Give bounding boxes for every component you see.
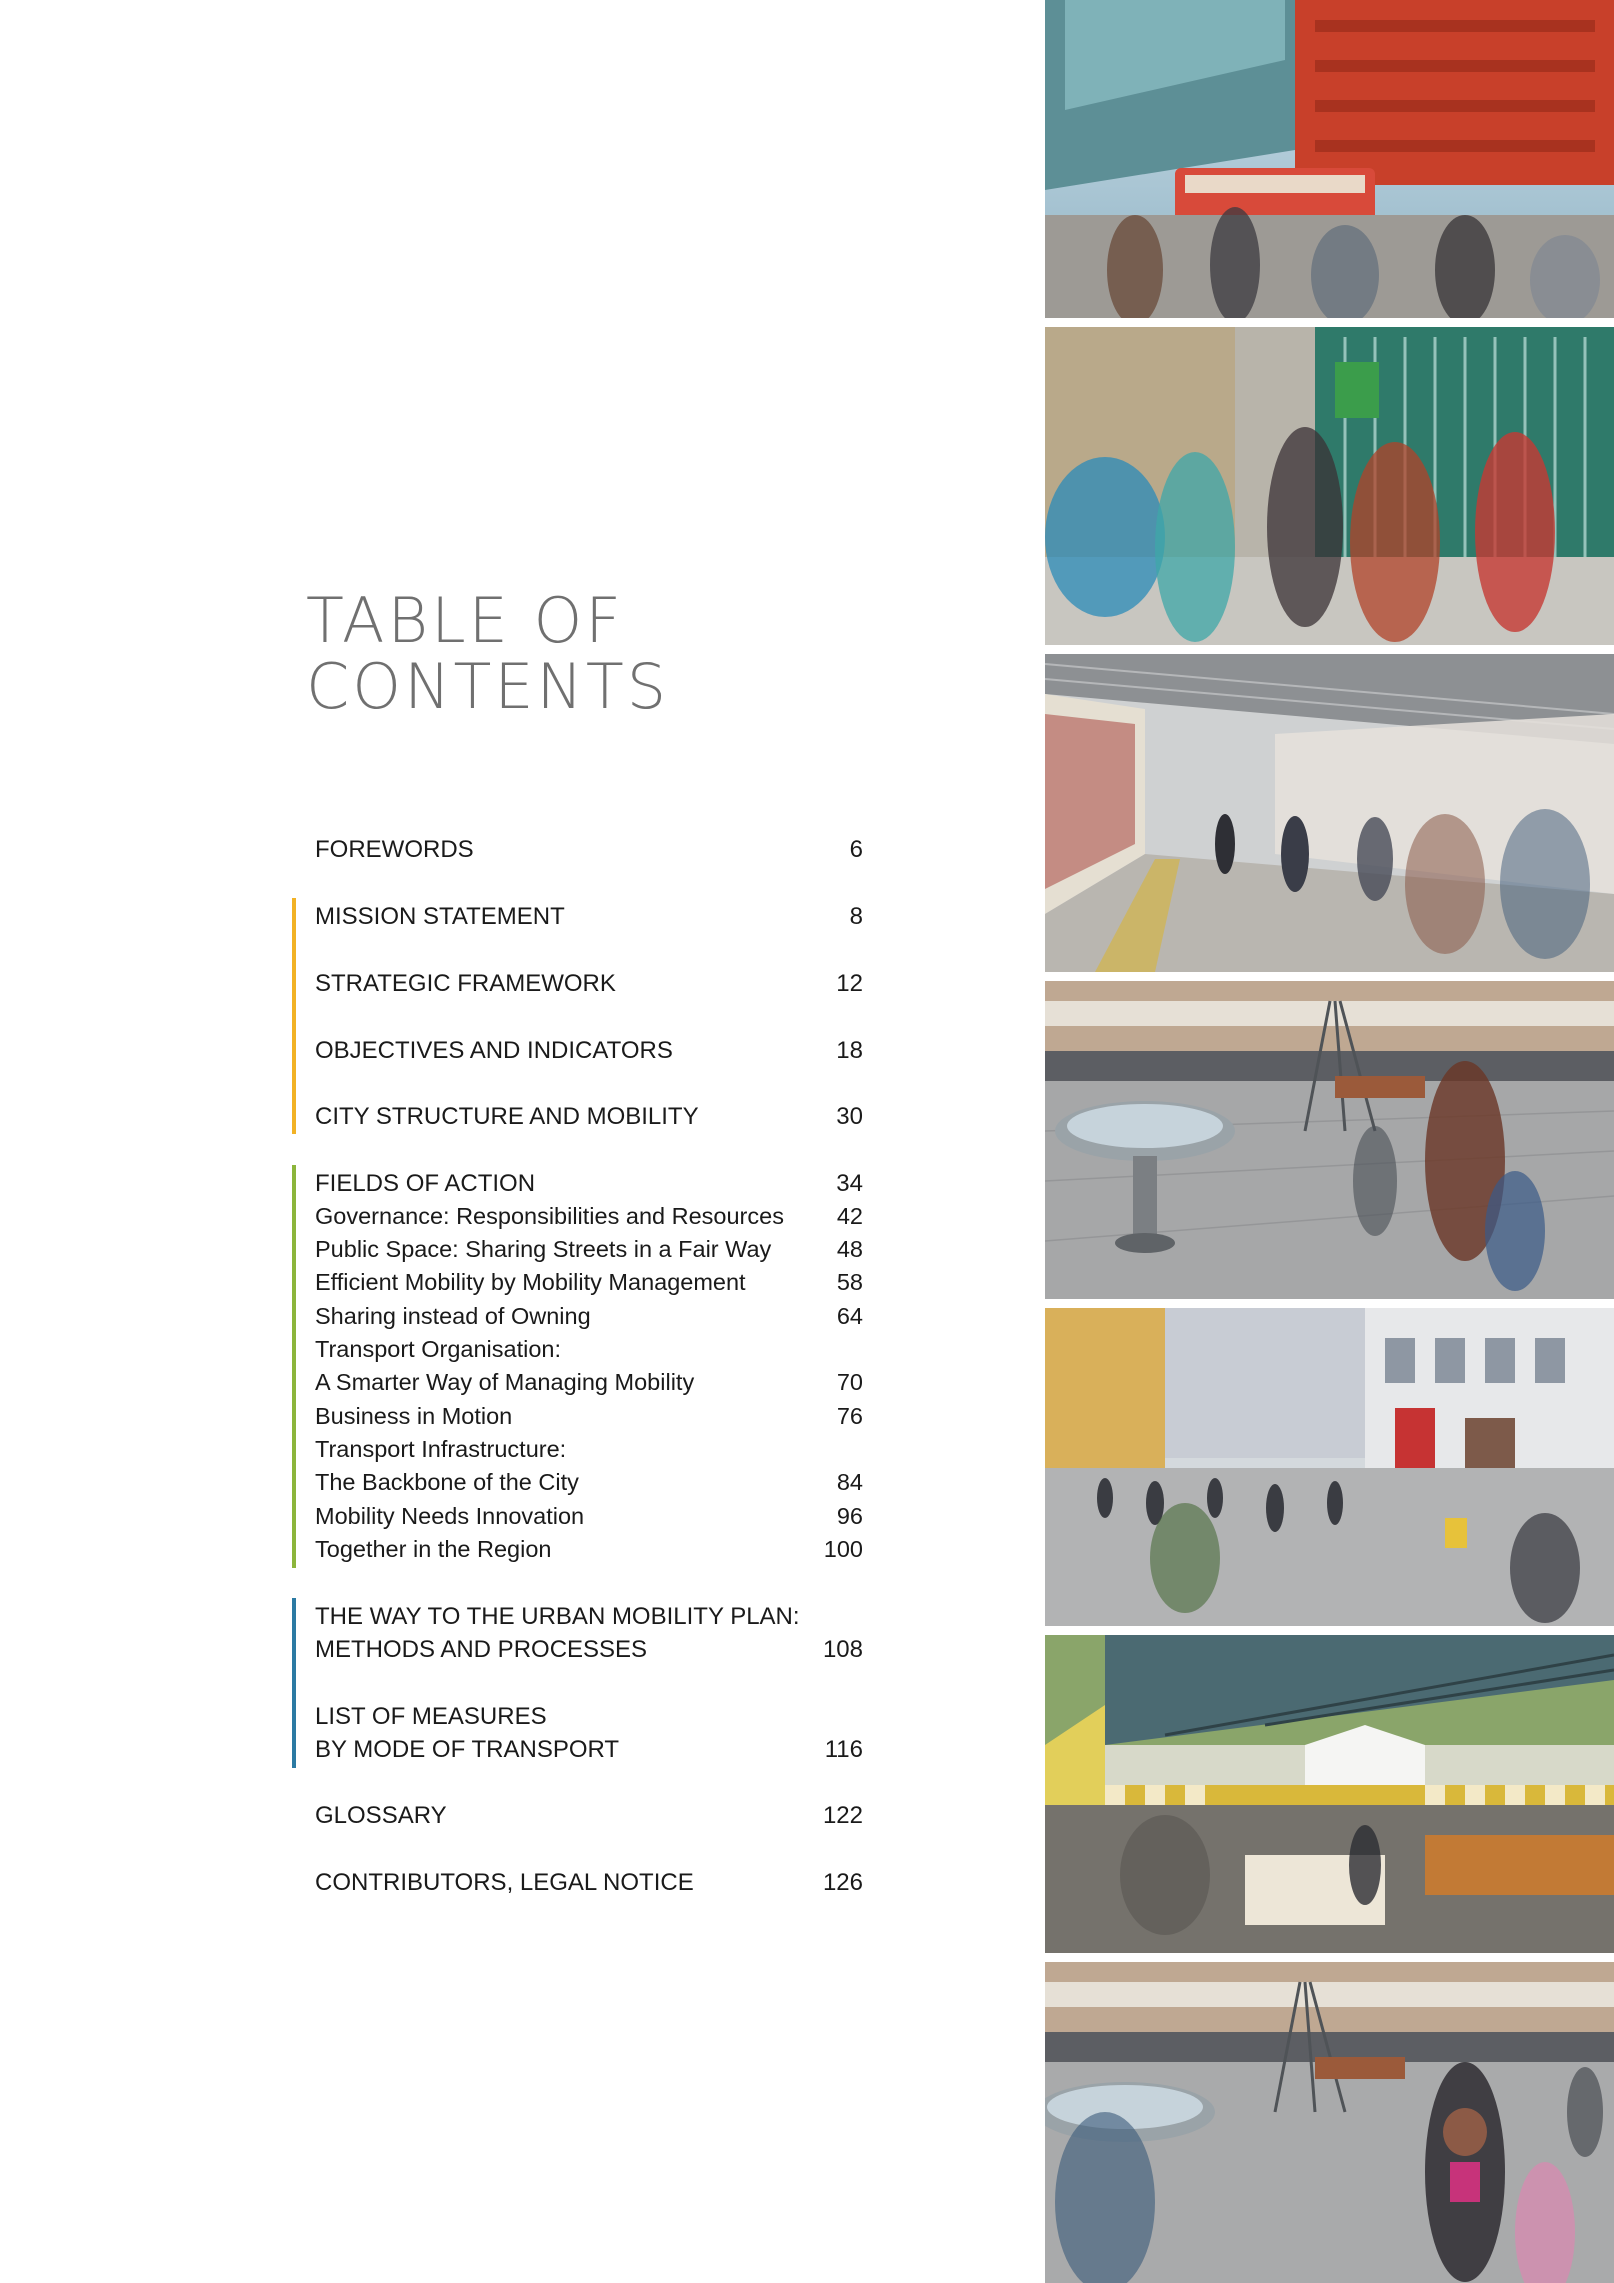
toc-entry[interactable] <box>315 1433 863 1466</box>
toc-entry-page: 42 <box>836 1203 863 1229</box>
toc-entry-label: BY MODE OF TRANSPORT <box>315 1736 620 1763</box>
toc-entry[interactable] <box>315 1633 863 1666</box>
toc-entry-label: Sharing instead of Owning <box>315 1303 591 1329</box>
toc-entry-label: The Backbone of the City <box>315 1469 579 1495</box>
toc-entry-label: LIST OF MEASURES <box>315 1703 547 1730</box>
section-bar-green <box>292 1165 296 1568</box>
toc-entry-label: Efficient Mobility by Mobility Management <box>315 1269 746 1295</box>
toc-entry-label: FOREWORDS <box>315 836 474 863</box>
toc-entry-page: 70 <box>836 1369 863 1395</box>
toc-entry-page: 58 <box>836 1269 863 1295</box>
toc-entry-label: Transport Infrastructure: <box>315 1436 567 1462</box>
section-bar-yellow <box>292 898 296 1134</box>
toc-entry[interactable] <box>315 1600 863 1633</box>
toc-entry[interactable] <box>315 1200 863 1233</box>
page-title-line-2: CONTENTS <box>306 650 670 723</box>
toc-entry-page: 100 <box>823 1536 863 1562</box>
toc-entry-page: 122 <box>822 1802 863 1829</box>
toc-entry-label: FIELDS OF ACTION <box>315 1170 536 1197</box>
photo-pedestrian-street-people <box>1045 1962 1614 2283</box>
toc-entry[interactable] <box>315 900 863 933</box>
toc-entry[interactable] <box>315 1400 863 1433</box>
toc-entry-page: 116 <box>824 1736 863 1763</box>
section-bar-blue <box>292 1598 296 1768</box>
toc-entry[interactable] <box>315 1034 863 1067</box>
toc-entry-label: CITY STRUCTURE AND MOBILITY <box>315 1103 699 1130</box>
toc-entry-page: 30 <box>836 1103 863 1130</box>
photo-pedestrian-street-fountain <box>1045 981 1614 1299</box>
toc-entry-label: METHODS AND PROCESSES <box>315 1636 648 1663</box>
toc-entry[interactable] <box>315 1266 863 1299</box>
photo-metro-platform <box>1045 654 1614 972</box>
toc-entry-page: 18 <box>836 1037 863 1064</box>
toc-entry[interactable] <box>315 833 863 866</box>
toc-entry[interactable] <box>315 1366 863 1399</box>
toc-entry-label: THE WAY TO THE URBAN MOBILITY PLAN: <box>315 1603 800 1630</box>
toc-entry-label: Mobility Needs Innovation <box>315 1503 585 1529</box>
toc-entry[interactable] <box>315 1466 863 1499</box>
toc-entry[interactable] <box>315 1167 863 1200</box>
toc-entry-label: STRATEGIC FRAMEWORK <box>315 970 616 997</box>
toc-entry-label: GLOSSARY <box>315 1802 447 1829</box>
toc-entry-page: 12 <box>836 970 863 997</box>
page-title <box>306 584 670 723</box>
toc-entry-page: 76 <box>836 1403 863 1429</box>
toc-entry-page: 34 <box>836 1170 863 1197</box>
toc-entry[interactable] <box>315 1866 863 1899</box>
toc-entry[interactable] <box>315 1733 863 1766</box>
toc-entry[interactable] <box>315 967 863 1000</box>
toc-entry-label: CONTRIBUTORS, LEGAL NOTICE <box>315 1869 694 1896</box>
toc-entry[interactable] <box>315 1700 863 1733</box>
toc-entry[interactable] <box>315 1333 863 1366</box>
toc-entry-page: 96 <box>836 1503 863 1529</box>
toc-entry[interactable] <box>315 1233 863 1266</box>
toc-entry-label: OBJECTIVES AND INDICATORS <box>315 1037 673 1064</box>
toc-entry-page: 108 <box>822 1636 863 1663</box>
toc-entry-label: Together in the Region <box>315 1536 552 1562</box>
toc-entry-page: 64 <box>836 1303 863 1329</box>
toc-entry[interactable] <box>315 1799 863 1832</box>
toc-entry-page: 8 <box>849 903 863 930</box>
toc-entry-label: Transport Organisation: <box>315 1336 561 1362</box>
toc-entry-page: 6 <box>849 836 863 863</box>
toc-entry-label: Business in Motion <box>315 1403 513 1429</box>
toc-entry[interactable] <box>315 1100 863 1133</box>
toc-entry-label: Public Space: Sharing Streets in a Fair Way <box>315 1236 772 1262</box>
toc-entry[interactable] <box>315 1533 863 1566</box>
toc-entry-label: MISSION STATEMENT <box>315 903 565 930</box>
photo-shopping-street <box>1045 1308 1614 1626</box>
toc-entry-page: 126 <box>822 1869 863 1896</box>
toc-entry-page: 48 <box>836 1236 863 1262</box>
photo-street-red-building <box>1045 0 1614 318</box>
toc-entry[interactable] <box>315 1300 863 1333</box>
photo-market-stalls <box>1045 1635 1614 1953</box>
toc-entry-page: 84 <box>836 1469 863 1495</box>
toc-entry-label: A Smarter Way of Managing Mobility <box>315 1369 695 1395</box>
toc-entry[interactable] <box>315 1500 863 1533</box>
photo-station-bike-parking <box>1045 327 1614 645</box>
toc-entry-label: Governance: Responsibilities and Resources <box>315 1203 784 1229</box>
page-title-line-1: TABLE OF <box>306 584 624 657</box>
